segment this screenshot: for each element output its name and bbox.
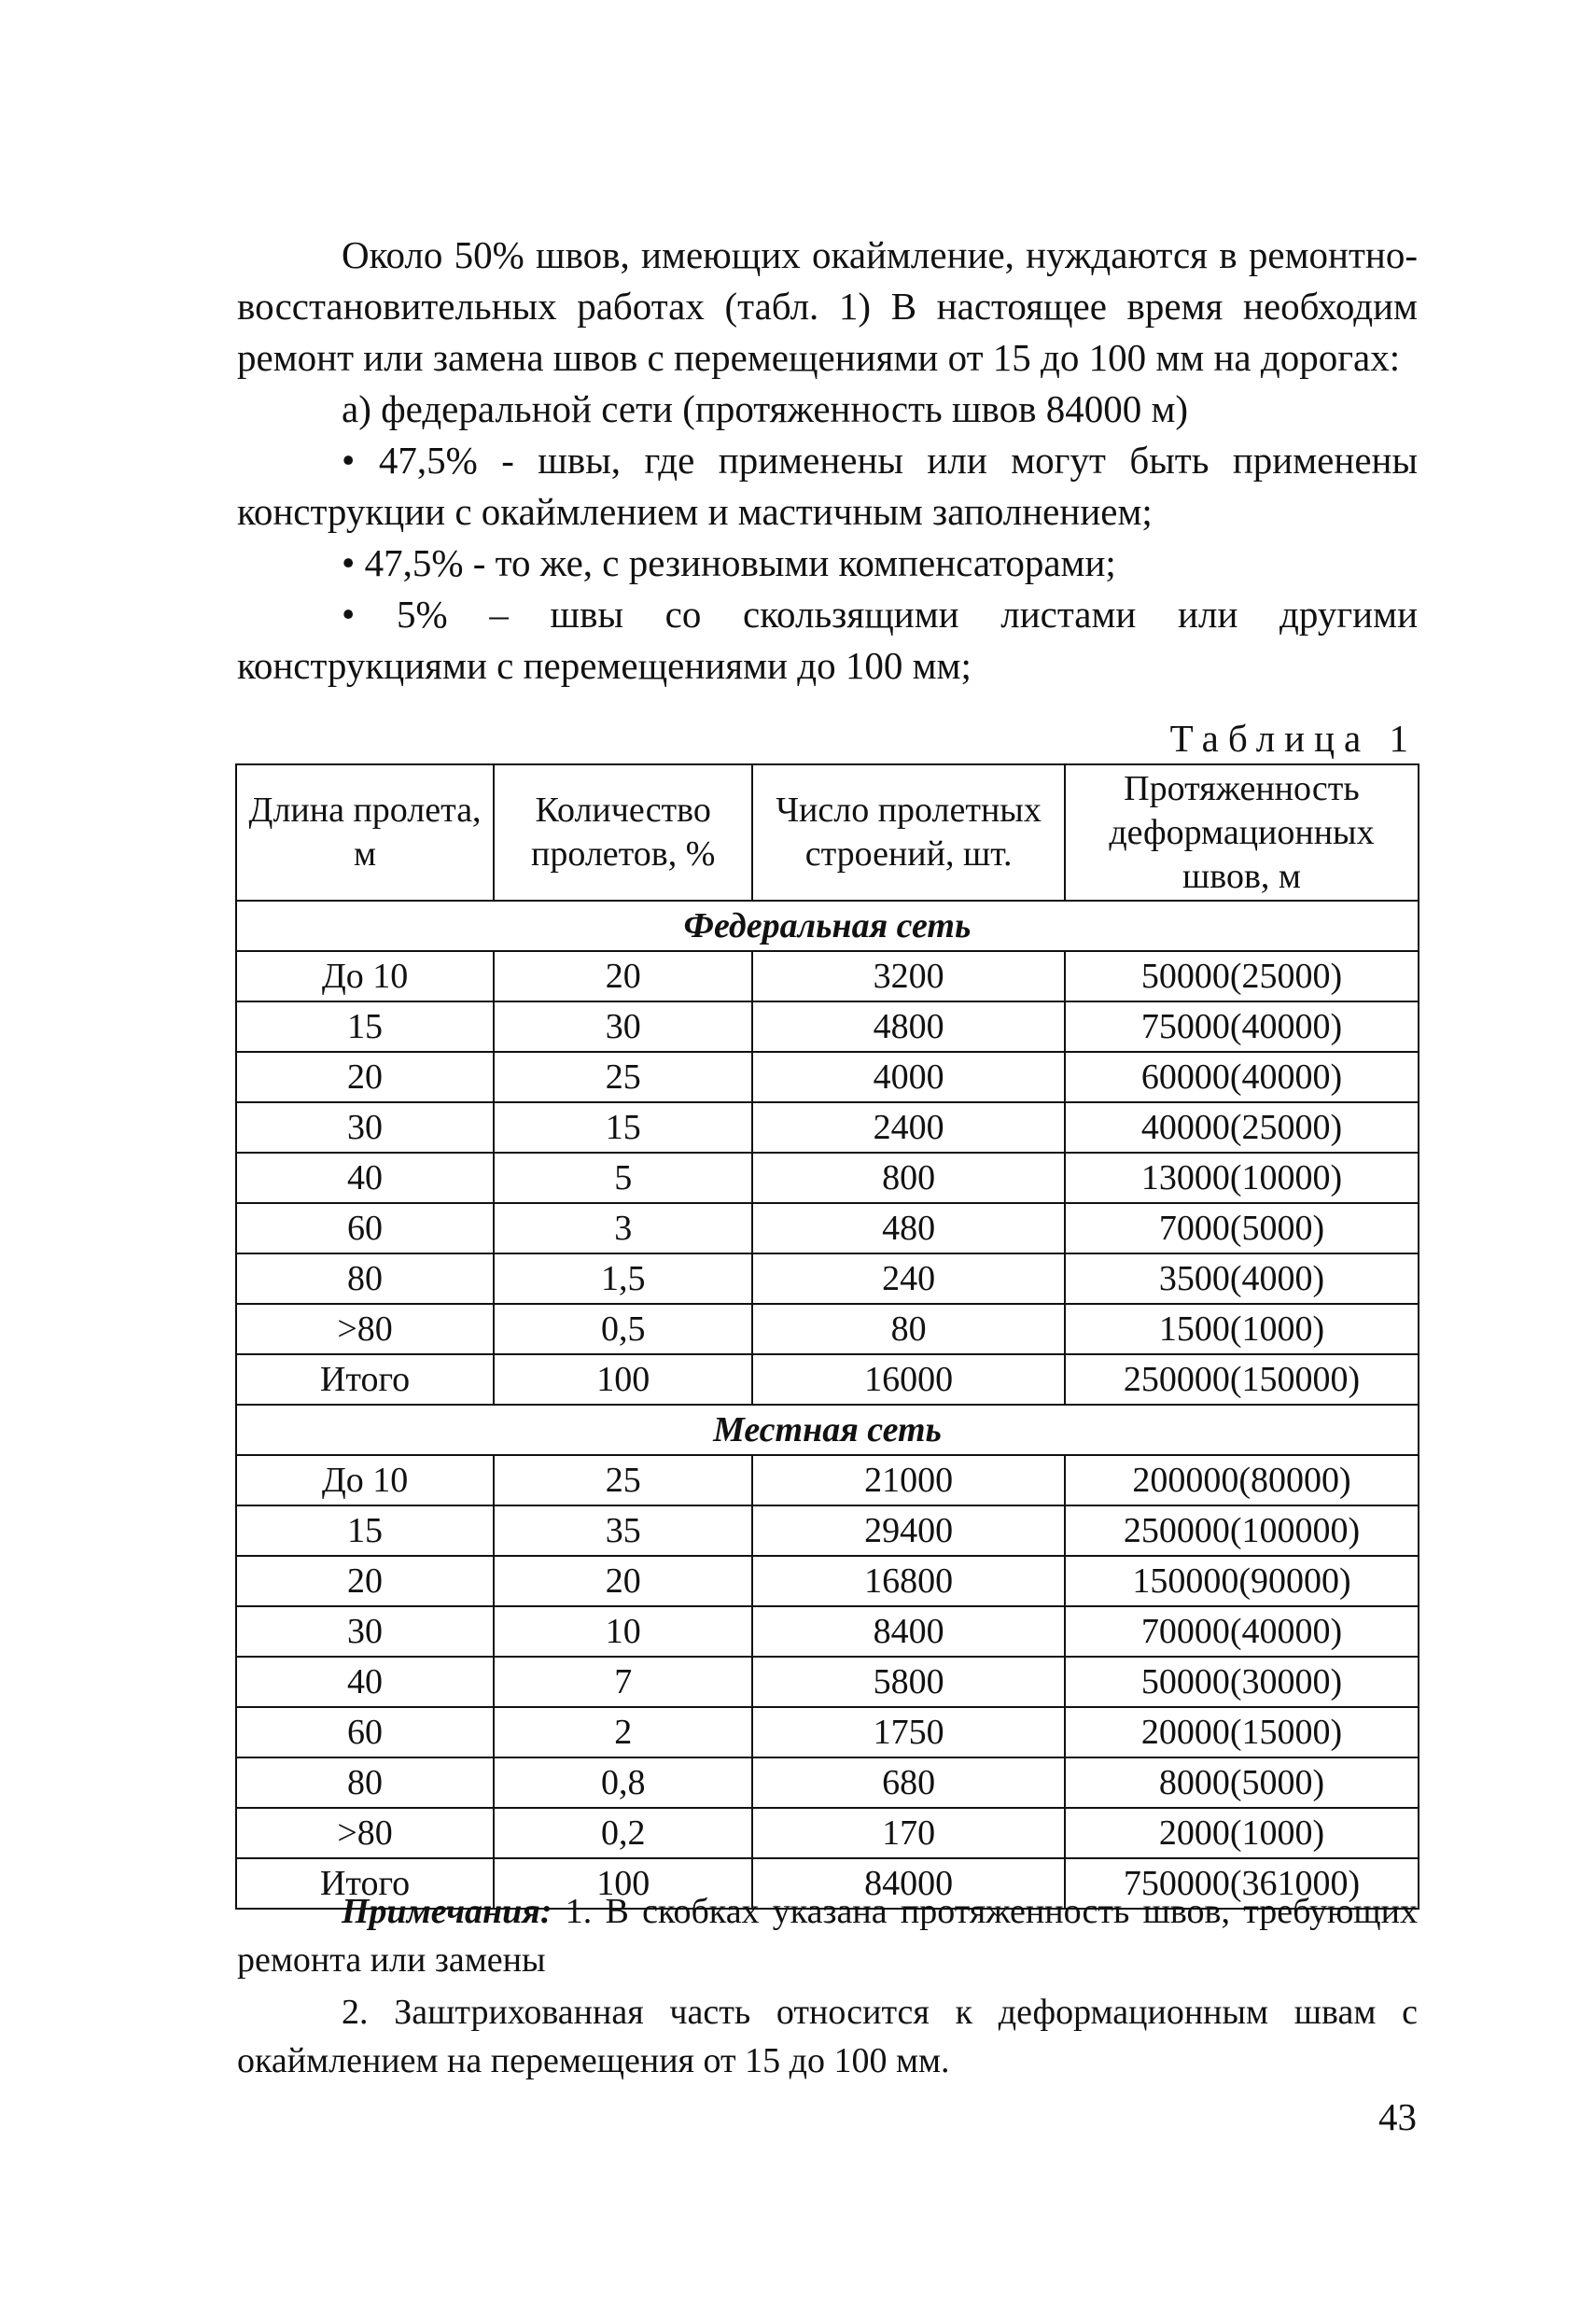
table-row bbox=[236, 1757, 1419, 1808]
table-cell: 480 bbox=[752, 1203, 1065, 1253]
table-cell: 800 bbox=[752, 1153, 1065, 1203]
table-cell: Итого bbox=[236, 1858, 494, 1909]
table-cell: 40000(25000) bbox=[1065, 1102, 1419, 1153]
table-cell: 750000(361000) bbox=[1065, 1858, 1419, 1909]
table-cell: 170 bbox=[752, 1808, 1065, 1858]
table-row bbox=[236, 951, 1419, 1001]
table-row bbox=[236, 1253, 1419, 1304]
table-cell: 80 bbox=[752, 1304, 1065, 1354]
table-cell: 5800 bbox=[752, 1657, 1065, 1707]
bullet-item: • 47,5% - то же, с резиновыми компенсаторами; bbox=[237, 538, 1418, 589]
header-superstructures: Число пролетных строений, шт. bbox=[752, 764, 1065, 901]
table-cell: 29400 bbox=[752, 1505, 1065, 1556]
table-row bbox=[236, 1707, 1419, 1757]
table-cell: 3200 bbox=[752, 951, 1065, 1001]
table-cell: 3500(4000) bbox=[1065, 1253, 1419, 1304]
table-cell: 80 bbox=[236, 1757, 494, 1808]
table-cell: 4800 bbox=[752, 1001, 1065, 1052]
table-row bbox=[236, 1606, 1419, 1657]
table-cell: 1750 bbox=[752, 1707, 1065, 1757]
table-cell: 40 bbox=[236, 1657, 494, 1707]
table-cell: 30 bbox=[236, 1606, 494, 1657]
table-cell: 20 bbox=[236, 1052, 494, 1102]
table-row bbox=[236, 1001, 1419, 1052]
table-cell: 35 bbox=[494, 1505, 752, 1556]
table-cell: >80 bbox=[236, 1808, 494, 1858]
table-cell: 7 bbox=[494, 1657, 752, 1707]
table-cell: 8000(5000) bbox=[1065, 1757, 1419, 1808]
table-cell: 250000(100000) bbox=[1065, 1505, 1419, 1556]
intro-paragraph: Около 50% швов, имеющих окаймление, нуждаются в ремонтно-восстановительных работах (табл. 1) В настоящее время необходим ремонт или замена швов с перемещениями от 15 до 100 мм на дорогах: bbox=[237, 233, 1418, 379]
header-joint-length: Протяженность деформационных швов, м bbox=[1065, 764, 1419, 901]
table-cell: 16000 bbox=[752, 1354, 1065, 1405]
notes-label: Примечания: bbox=[342, 1892, 552, 1931]
table-cell: 10 bbox=[494, 1606, 752, 1657]
section-row bbox=[236, 1405, 1419, 1455]
table-cell: 100 bbox=[494, 1354, 752, 1405]
table-cell: 0,5 bbox=[494, 1304, 752, 1354]
table-cell: 100 bbox=[494, 1858, 752, 1909]
table-cell: 30 bbox=[494, 1001, 752, 1052]
federal-network-line: а) федеральной сети (протяженность швов 84000 м) bbox=[342, 387, 1189, 430]
table-cell: 2 bbox=[494, 1707, 752, 1757]
table-cell: 4000 bbox=[752, 1052, 1065, 1102]
table-row bbox=[236, 1455, 1419, 1505]
table-cell: 60000(40000) bbox=[1065, 1052, 1419, 1102]
table-cell: 20 bbox=[494, 1556, 752, 1606]
table-cell: 60 bbox=[236, 1203, 494, 1253]
table-cell: 1,5 bbox=[494, 1253, 752, 1304]
table-row bbox=[236, 1808, 1419, 1858]
section-title: Федеральная сеть bbox=[236, 901, 1419, 951]
intro-text bbox=[237, 230, 1418, 692]
table-cell: 20 bbox=[494, 951, 752, 1001]
table-cell: 200000(80000) bbox=[1065, 1455, 1419, 1505]
table-cell: 1500(1000) bbox=[1065, 1304, 1419, 1354]
table-cell: 40 bbox=[236, 1153, 494, 1203]
table-cell: 60 bbox=[236, 1707, 494, 1757]
note-1 bbox=[237, 1887, 1418, 1984]
section-row bbox=[236, 901, 1419, 951]
table-row bbox=[236, 1203, 1419, 1253]
note-1-text: 1. В скобках указана протяженность швов, требующих ремонта или замены bbox=[237, 1892, 1419, 1980]
table-cell: 15 bbox=[494, 1102, 752, 1153]
table-cell: 680 bbox=[752, 1757, 1065, 1808]
table-cell: Итого bbox=[236, 1354, 494, 1405]
table-cell: 13000(10000) bbox=[1065, 1153, 1419, 1203]
table-cell: 2400 bbox=[752, 1102, 1065, 1153]
table-cell: 8400 bbox=[752, 1606, 1065, 1657]
table-cell: 0,8 bbox=[494, 1757, 752, 1808]
table-cell: 2000(1000) bbox=[1065, 1808, 1419, 1858]
table-cell: 0,2 bbox=[494, 1808, 752, 1858]
table-caption: Таблица 1 bbox=[1169, 717, 1418, 760]
table-row bbox=[236, 1052, 1419, 1102]
table-row bbox=[236, 1102, 1419, 1153]
table-cell: 250000(150000) bbox=[1065, 1354, 1419, 1405]
table-cell: 150000(90000) bbox=[1065, 1556, 1419, 1606]
notes bbox=[237, 1887, 1418, 2085]
table-cell: 70000(40000) bbox=[1065, 1606, 1419, 1657]
table-cell: 80 bbox=[236, 1253, 494, 1304]
table-cell: 16800 bbox=[752, 1556, 1065, 1606]
header-span-count: Количество пролетов, % bbox=[494, 764, 752, 901]
table-cell: 20000(15000) bbox=[1065, 1707, 1419, 1757]
table-cell: До 10 bbox=[236, 951, 494, 1001]
page-number: 43 bbox=[1378, 2095, 1417, 2138]
table-cell: 50000(30000) bbox=[1065, 1657, 1419, 1707]
table-cell: 15 bbox=[236, 1001, 494, 1052]
table-cell: 5 bbox=[494, 1153, 752, 1203]
table-cell: >80 bbox=[236, 1304, 494, 1354]
table-cell: 7000(5000) bbox=[1065, 1203, 1419, 1253]
table-cell: 20 bbox=[236, 1556, 494, 1606]
note-2: 2. Заштрихованная часть относится к деформационным швам с окаймлением на перемещения от 15 до 100 мм. bbox=[237, 1993, 1418, 2080]
table-cell: 25 bbox=[494, 1455, 752, 1505]
table-cell: 75000(40000) bbox=[1065, 1001, 1419, 1052]
table-row bbox=[236, 1505, 1419, 1556]
table-row bbox=[236, 1153, 1419, 1203]
table-cell: 15 bbox=[236, 1505, 494, 1556]
table-header-row bbox=[236, 764, 1419, 901]
bullet-item: • 47,5% - швы, где применены или могут быть применены конструкции с окаймлением и мастичным заполнением; bbox=[237, 435, 1418, 538]
table-row bbox=[236, 1304, 1419, 1354]
section-title: Местная сеть bbox=[236, 1405, 1419, 1455]
table-row bbox=[236, 1354, 1419, 1405]
table-cell: 25 bbox=[494, 1052, 752, 1102]
header-span-length: Длина пролета, м bbox=[236, 764, 494, 901]
table-cell: 21000 bbox=[752, 1455, 1065, 1505]
table-cell: 50000(25000) bbox=[1065, 951, 1419, 1001]
table-row bbox=[236, 1556, 1419, 1606]
table-body bbox=[236, 901, 1419, 1909]
table-cell: До 10 bbox=[236, 1455, 494, 1505]
table-row bbox=[236, 1657, 1419, 1707]
table-cell: 84000 bbox=[752, 1858, 1065, 1909]
spans-table bbox=[235, 763, 1419, 1910]
table-cell: 30 bbox=[236, 1102, 494, 1153]
table-cell: 3 bbox=[494, 1203, 752, 1253]
table-cell: 240 bbox=[752, 1253, 1065, 1304]
bullet-item: • 5% – швы со скользящими листами или другими конструкциями с перемещениями до 100 мм; bbox=[237, 589, 1418, 692]
